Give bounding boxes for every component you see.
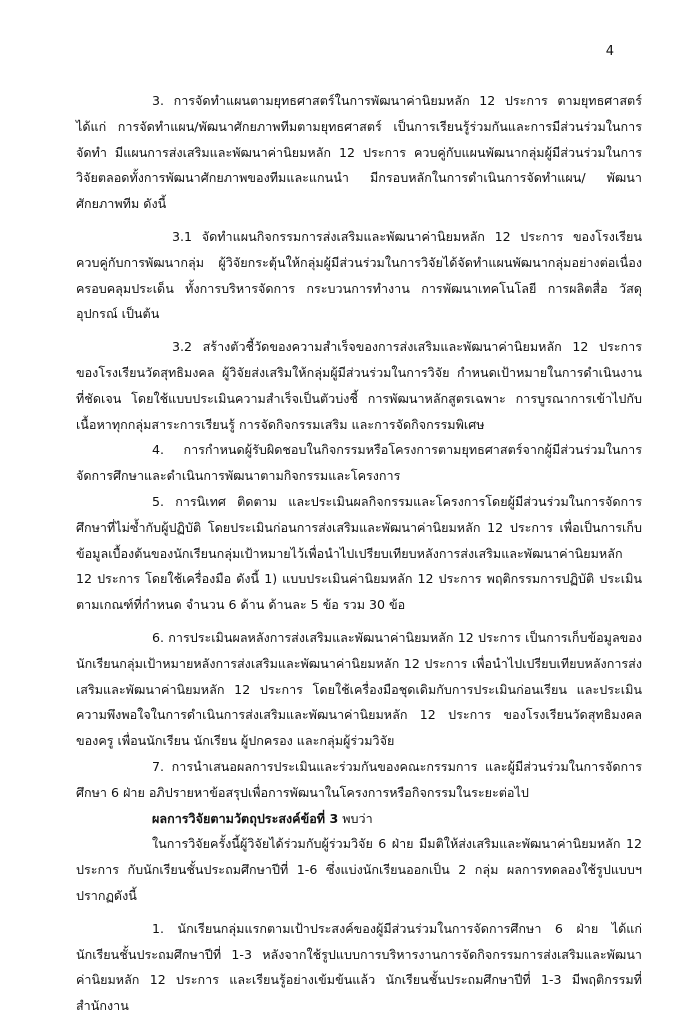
paragraph-item-5: 5. การนิเทศ ติดตาม และประเมินผลกิจกรรมและโครงการโดยผู้มีส่วนร่วมในการจัดการศึกษาที่ไม่ซ้ำกับผู้ปฏิบัติ โดยประเมินก่อนการส่งเสริมและพัฒนาค่านิยมหลัก 12 ประการ เพื่อเป็นการเก็บข้อมูลเบื้องต้นของนักเรียนกลุ่มเป้าหมายไว้เพื่อนำไปเปรียบเทียบหลังการส่งเสริมและพัฒนาค่านิยมหลัก 12 ประการ โดยใช้เครื่องมือ ดังนี้ 1) แบบประเมินค่านิยมหลัก 12 ประการ พฤติกรรมการปฏิบัติ ประเมินตามเกณฑ์ที่กำหนด จำนวน 6 ด้าน ด้านละ 5 ข้อ รวม 30 ข้อ	[76, 493, 642, 613]
results-heading-rest: พบว่า	[338, 810, 373, 826]
paragraph-item-3-2: 3.2 สร้างตัวชี้วัดของความสำเร็จของการส่งเสริมและพัฒนาค่านิยมหลัก 12 ประการ ของโรงเรียนวัดสุทธิมงคล ผู้วิจัยส่งเสริมให้กลุ่มผู้มีส่วนร่วมในการวิจัย กำหนดเป้าหมายในการดำเนินงานที่ชัดเจน โดยใช้แบบประเมินความสำเร็จเป็นตัวบ่งชี้ การพัฒนาหลักสูตรเฉพาะ การบูรณาการเข้าไปกับเนื้อหาทุกกลุ่มสาระการเรียนรู้ การจัดกิจกรรมเสริม และการจัดกิจกรรมพิเศษ	[76, 339, 642, 432]
results-paragraph-intro: ในการวิจัยครั้งนี้ผู้วิจัยได้ร่วมกับผู้ร่วมวิจัย 6 ฝ่าย มีมติให้ส่งเสริมและพัฒนาค่านิยมหลัก 12 ประการ กับนักเรียนชั้นประถมศึกษาปีที่ 1-6 ซึ่งแบ่งนักเรียนออกเป็น 2 กลุ่ม ผลการทดลองใช้รูปแบบฯ ปรากฏดังนี้	[76, 836, 642, 903]
results-heading-bold: ผลการวิจัยตามวัตถุประสงค์ข้อที่ 3	[152, 810, 339, 826]
paragraph-item-6: 6. การประเมินผลหลังการส่งเสริมและพัฒนาค่านิยมหลัก 12 ประการ เป็นการเก็บข้อมูลของนักเรียนกลุ่มเป้าหมายหลังการส่งเสริมและพัฒนาค่านิยมหลัก 12 ประการ เพื่อนำไปเปรียบเทียบหลังการส่งเสริมและพัฒนาค่านิยมหลัก 12 ประการ โดยใช้เครื่องมือชุดเดิมกับการประเมินก่อนเรียน และประเมินความพึงพอใจในการดำเนินการส่งเสริมและพัฒนาค่านิยมหลัก 12 ประการ ของโรงเรียนวัดสุทธิมงคล ของครู เพื่อนนักเรียน นักเรียน ผู้ปกครอง และกลุ่มผู้ร่วมวิจัย	[76, 629, 642, 749]
results-paragraph-1: 1. นักเรียนกลุ่มแรกตามเป้าประสงค์ของผู้มีส่วนร่วมในการจัดการศึกษา 6 ฝ่าย ได้แก่ นักเรียนชั้นประถมศึกษาปีที่ 1-3 หลังจากใช้รูปแบบการบริหารงานการจัดกิจกรรมการส่งเสริมและพัฒนาค่านิยมหลัก 12 ประการ และเรียนรู้อย่างเข้มข้นแล้ว นักเรียนชั้นประถมศึกษาปีที่ 1-3 มีพฤติกรรมที่สำนักงาน	[76, 920, 642, 1014]
results-heading	[76, 806, 642, 832]
paragraph-item-4: 4. การกำหนดผู้รับผิดชอบในกิจกรรมหรือโครงการตามยุทธศาสตร์จากผู้มีส่วนร่วมในการจัดการศึกษาและดำเนินการพัฒนาตามกิจกรรมและโครงการ	[76, 442, 642, 484]
page-number: 4	[605, 44, 614, 59]
document-body	[76, 88, 642, 1019]
paragraph-item-3: 3. การจัดทำแผนตามยุทธศาสตร์ในการพัฒนาค่านิยมหลัก 12 ประการ ตามยุทธศาสตร์ได้แก่ การจัดทำแผน/พัฒนาศักยภาพทีมตามยุทธศาสตร์ เป็นการเรียนรู้ร่วมกันและการมีส่วนร่วมในการจัดทำ มีแผนการส่งเสริมและพัฒนาค่านิยมหลัก 12 ประการ ควบคู่กับแผนพัฒนากลุ่มผู้มีส่วนร่วมในการวิจัยตลอดทั้งการพัฒนาศักยภาพของทีมและแกนนำ มีกรอบหลักในการดำเนินการจัดทำแผน/ พัฒนาศักยภาพทีม ดังนี้	[76, 93, 642, 212]
paragraph-item-3-1: 3.1 จัดทำแผนกิจกรรมการส่งเสริมและพัฒนาค่านิยมหลัก 12 ประการ ของโรงเรียนควบคู่กับการพัฒนากลุ่ม ผู้วิจัยกระตุ้นให้กลุ่มผู้มีส่วนร่วมในการวิจัยได้จัดทำแผนพัฒนากลุ่มอย่างต่อเนื่องครอบคลุมประเด็น ทั้งการบริหารจัดการ กระบวนการทำงาน การพัฒนาเทคโนโลยี การผลิตสื่อ วัสดุ อุปกรณ์ เป็นต้น	[76, 228, 642, 322]
paragraph-item-7: 7. การนำเสนอผลการประเมินและร่วมกันของคณะกรรมการ และผู้มีส่วนร่วมในการจัดการศึกษา 6 ฝ่าย อภิปรายหาข้อสรุปเพื่อการพัฒนาในโครงการหรือกิจกรรมในระยะต่อไป	[76, 758, 642, 800]
